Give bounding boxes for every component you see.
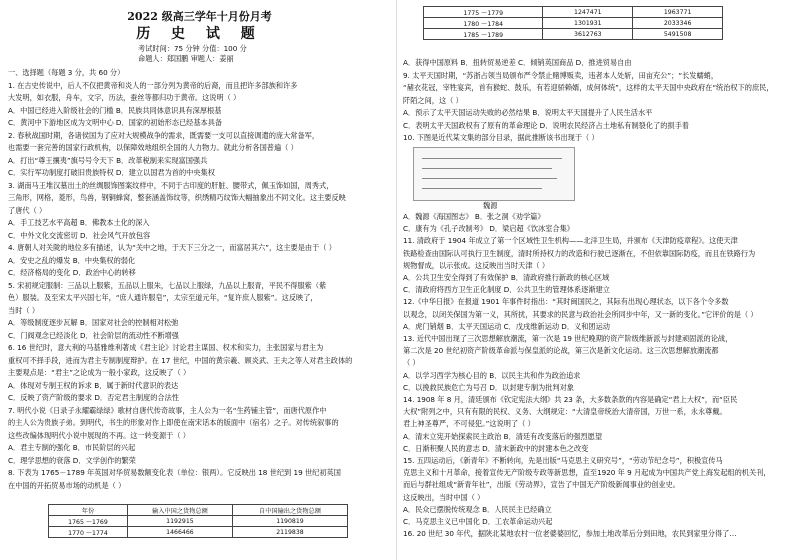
column-divider [396, 0, 397, 560]
table-header-row [49, 505, 348, 516]
text-line: C．理学思想的衰落 D．文学创作的繁荣 [8, 455, 136, 465]
table-cell: 1775 ～1779 [424, 7, 543, 18]
text-line: C．反映了资产阶级的要求 D．否定君主制度的合法性 [8, 393, 179, 402]
text-line: A．手工技艺水平高超 B．佛教本土化的深入 [8, 218, 150, 227]
text-line: C．以挽救民族危亡为号召 D．以封建专制为批判对象 [403, 382, 574, 392]
text-line: A．以学习西学为核心目的 B．以民主共和作为政治追求 [403, 370, 581, 380]
text-line: C．实行军功制度打破旧贵族特权 D．建立以国君为首的中央集权 [8, 168, 215, 177]
table-cell: 2119838 [232, 527, 347, 538]
table-cell: 1770 ～1774 [49, 527, 128, 538]
text-line: A．魏源《海国图志》 B．张之洞《劝学篇》 [403, 212, 545, 221]
text-line: 12.《中华日报》在报道 1901 年事件时指出：“其时闽国民之，其际有出现心理状态，以下各个令多数 [403, 297, 729, 307]
text-line: 2. 春秋战国时期，各诸侯国为了应对大规模战争的需求，既需要一支可以直接调遣的庞大常备军， [8, 130, 320, 140]
exam-title: 2022 级高三学年十月份月考 [127, 10, 272, 23]
text-line: C．清政府将西方卫生正化制度 D．公共卫生的管理体系逐渐建立 [403, 285, 610, 295]
text-line: 克思主义和十月革命，接着宣传无产阶级专政等新思想，直至1920 年 9 月起成为中国共产党上海发起组的机关刊， [403, 468, 771, 478]
text-line: C．马克思主义已中国化 D．工农革命运动兴起 [403, 517, 553, 526]
text-line: A．安史之乱的爆发 B．中央集权的弱化 [8, 255, 136, 265]
table-header: 自中国输出之货物总额 [232, 505, 347, 516]
text-line: A．清末立宪开始探索民主政治 B．清廷有改变落后的强烈愿望 [403, 431, 603, 441]
text-line: 在中国的开拓贸易市场的动机是（ ） [8, 480, 126, 490]
table-cell: 1780 ～1784 [424, 18, 543, 29]
text-line: 大权”附列之中，只有有限的民权、义务、大纲规定：“大清皇帝统治大清帝国，万世一系，永永尊戴。 [403, 407, 727, 417]
text-line: 色）服装。及至宋太平兴国七年，“庶人通许服皂”，太宗至道元年，“复许庶人服紫”。这反映了， [8, 293, 318, 302]
text-line: 也需要一套完善的国家行政机构，以保障效地组织全国的人力物力。就此分析各国普遍（ ） [8, 143, 298, 152]
table-row [424, 18, 723, 29]
text-line: 当时（ ） [8, 305, 40, 315]
exam-info: 考试时间：75 分钟 分值：100 分 [138, 44, 247, 53]
text-line: C．经济格局的变化 D．政治中心的转移 [8, 268, 136, 277]
text-line: 铁路检查由国际认可执行卫生制度，清时所持权力的改造和行驶已逐渐在，不但依靠国际防疫，而且在铁路行为 [403, 248, 756, 258]
table-cell: 5491508 [633, 29, 723, 40]
text-line: C．日渐积聚人民的意志 D．清末新政中的封建本色之改变 [403, 443, 589, 453]
text-line: 11. 清政府于 1904 年成立了第一个区域性卫生机构——北洋卫生局，并颁布《天津防疫章程》。这使天津 [403, 236, 738, 246]
text-line: A．公共卫生安全得到了有效保护 B．清政府推行新政的核心区域 [403, 273, 610, 282]
text-line: 一、选择题（每题 3 分，共 60 分） [8, 68, 125, 77]
trade-table-left [48, 504, 348, 538]
text-line: A．君主专制的强化 B．市民阶层的兴起 [8, 443, 136, 452]
text-line: C．门阀观念已经淡化 D．社会阶层的流动性不断增强 [8, 330, 179, 340]
text-line: A．等级制度逐步瓦解 B．国家对社会的控制相对松弛 [8, 318, 179, 327]
text-line: 阡陌之间，这（ ） [403, 95, 463, 105]
table-cell: 1765 ～1769 [49, 516, 128, 527]
text-line: 的主人公为贵族子弟。到明代，书生的形象对作上即使在南宋话本的版面中（宿名）之子。对传统叙事的 [8, 418, 339, 427]
figure-caption: 魏源 [483, 201, 498, 210]
text-line: 君上神圣尊严，不可侵犯。”这说明了（ ） [403, 419, 535, 429]
text-line: 主要观点是：“君主”之论成为一般小家政，这反映了（ ） [8, 368, 191, 377]
table-cell: 3612763 [543, 29, 633, 40]
subject-title: 历 史 试 题 [136, 26, 263, 42]
text-line: 10. 下图是近代某文集的部分目录，据此推断该书出现于（ ） [403, 133, 599, 142]
text-line: 15. 五四运动后，《新青年》不断转向，先是出版“马克思主义研究号”，“劳动节纪念号”，积极宣传马 [403, 456, 723, 465]
text-line: A．民众已摆脱传统观念 B．人民民主已经确立 [403, 504, 552, 514]
table-row [424, 7, 723, 18]
text-line: 这反映出，当时中国（ ） [403, 492, 485, 502]
table-cell: 1190819 [232, 516, 347, 527]
table-cell: 1785 ～1789 [424, 29, 543, 40]
text-line: 8. 下表为 1765－1789 年英国对华贸易数额变化表（单位：银两）。它反映出 18 世纪到 19 世纪初英国 [8, 468, 341, 477]
text-line: A．中国已经进入阶级社会的门槛 B．民族共同体意识具有深厚根基 [8, 105, 222, 115]
table-cell: 1192915 [127, 516, 232, 527]
text-line: 14. 1908 年 8 月，清廷颁布《钦定宪法大纲》共 23 条，大多数条款的内容是确定“君上大权”，而“臣民 [403, 395, 738, 404]
book-index-figure [413, 147, 575, 201]
text-line: 三角形，网格，菱形，鸟兽，钢铜蜂窝，整套涵盖饰纹等，织绣精巧纹饰大幅抽象出不同文化。这主要反映 [8, 193, 346, 202]
trade-table-right [423, 6, 723, 40]
table-row [424, 29, 723, 40]
text-line: 第二次是 20 世纪初资产阶级革命派与保皇派的论战，第三次是新文化运动。这三次思想解放潮流都 [403, 346, 719, 356]
table-row [49, 527, 348, 538]
text-line: C．黄河中下游地区成为文明中心 D．国家的初始形态已经基本具备 [8, 118, 223, 127]
text-line: A．获得中国原料 B．扭转贸易逆差 C．倾销英国商品 D．推进贸易自由 [403, 58, 632, 67]
text-line: 大发明，如衣服，舟车，文字，历法，蚕丝等都归功于黄帝。这说明（ ） [8, 93, 241, 102]
table-cell: 1247471 [543, 7, 633, 18]
table-row [49, 516, 348, 527]
text-line: A．预示了太平天国运动失败的必然结果 B．说明太平天国提升了人民生活水平 [403, 108, 653, 117]
text-line: 16. 20 世纪 30 年代，据陕北某地农村一位老婆婆回忆，参加土地改革后分到田地，农民到家里分得了… [403, 529, 737, 539]
exam-authors: 命题人：郑国鹏 审题人：姜丽 [138, 54, 234, 63]
text-line: 7. 明代小说《日录子永耀霸绿绿》歌材自唐代传奇故事，主人公为一名“生药铺主管”，而唐代原作中 [8, 405, 327, 415]
text-line: A．虎门销烟 B．太平天国运动 C．戊戌维新运动 D．义和团运动 [403, 321, 610, 331]
text-line: 以观念，以闭关保国为第一义，其所扰，其要求的民意与政治社会所同步中年，又一新的变化。”它评价的是（ ） [403, 309, 758, 319]
text-line: 而后与群社组成“新青年社”，出版《劳动界》，宣告了中国无产阶级新闻事业的创业史。 [403, 480, 680, 490]
table-cell: 1963771 [633, 7, 723, 18]
text-line: 1. 在古史传说中，后人不仅把黄帝和炎人的一部分列为黄帝的后裔，而且把许多部族和许多 [8, 80, 298, 90]
text-line: A．打出“尊王攘夷”旗号号令天下 B．改革税制来实现富国强兵 [8, 155, 208, 165]
table-header: 年份 [49, 505, 128, 516]
table-cell: 1301931 [543, 18, 633, 29]
text-line: 这些改编体现明代小说中展现的不再。这一转变源于（ ） [8, 430, 190, 440]
text-line: 3. 湖南马王堆汉墓出土的丝绸服饰图案纹样中，不同于古印度的肝脏、腰带式，佩玉饰如国，周秀式， [8, 180, 334, 190]
text-line: C．康有为《孔子改制考》 D．梁启超《饮冰室合集》 [403, 224, 574, 234]
text-line: 5. 宋初规定服制：三品以上服紫，五品以上服朱，七品以上服绿，九品以上服青，平民不得服紫（紫 [8, 280, 327, 290]
text-line: 13. 近代中国出现了三次思想解放潮流，第一次是 19 世纪晚期的资产阶级维新派与封建顽固派的论战， [403, 334, 733, 343]
table-cell: 1466466 [127, 527, 232, 538]
text-line: C．表明太平天国政权有了原有的革命理论 D．说明农民经济占土地私有制裂化了的损手着 [403, 120, 689, 130]
text-line: C．中外文化交流密切 D．社会风气开放包容 [8, 230, 151, 240]
text-line: 了唐代（ ） [8, 205, 47, 215]
text-line: “赭衣花冠，宰牲宴宾，首有猴蛇、鼓乐，有若迎骄赖婿，成何体统”，这样的太平天国中央政府在“统治权下的庶民， [403, 83, 774, 92]
table-cell: 2033346 [633, 18, 723, 29]
text-line: 4. 唐朝人对关陇的地位多有描述，认为“关中之地，于天下三分之一，而富居其六”，这主要是由于（ ） [8, 243, 336, 252]
text-line: A．体现对专制王权的诉求 B．属于新时代意识的表达 [8, 380, 179, 390]
text-line: （ ） [403, 358, 420, 368]
text-line: 重权可不择手段，进而为君主专制制度辩护。在 17 世纪，中国的黄宗羲、顾炎武、王夫之等人对君主政体的 [8, 355, 353, 365]
table-header: 输入中国之货物总额 [127, 505, 232, 516]
text-line: 规物督成，以示张成。这反映出当时天津（ ） [403, 260, 550, 270]
text-line: 6. 16 世纪时，意大利的马基雅维利著成《君主论》讨论君主谋国、权术和实力，主张国家与君主为 [8, 343, 324, 352]
text-line: 9. 太平天国时期，“苏浙占领当局颁布严令禁止赌博贩卖，违者本人处斩，田亩充公”；“长发蠕蛸， [403, 70, 719, 80]
